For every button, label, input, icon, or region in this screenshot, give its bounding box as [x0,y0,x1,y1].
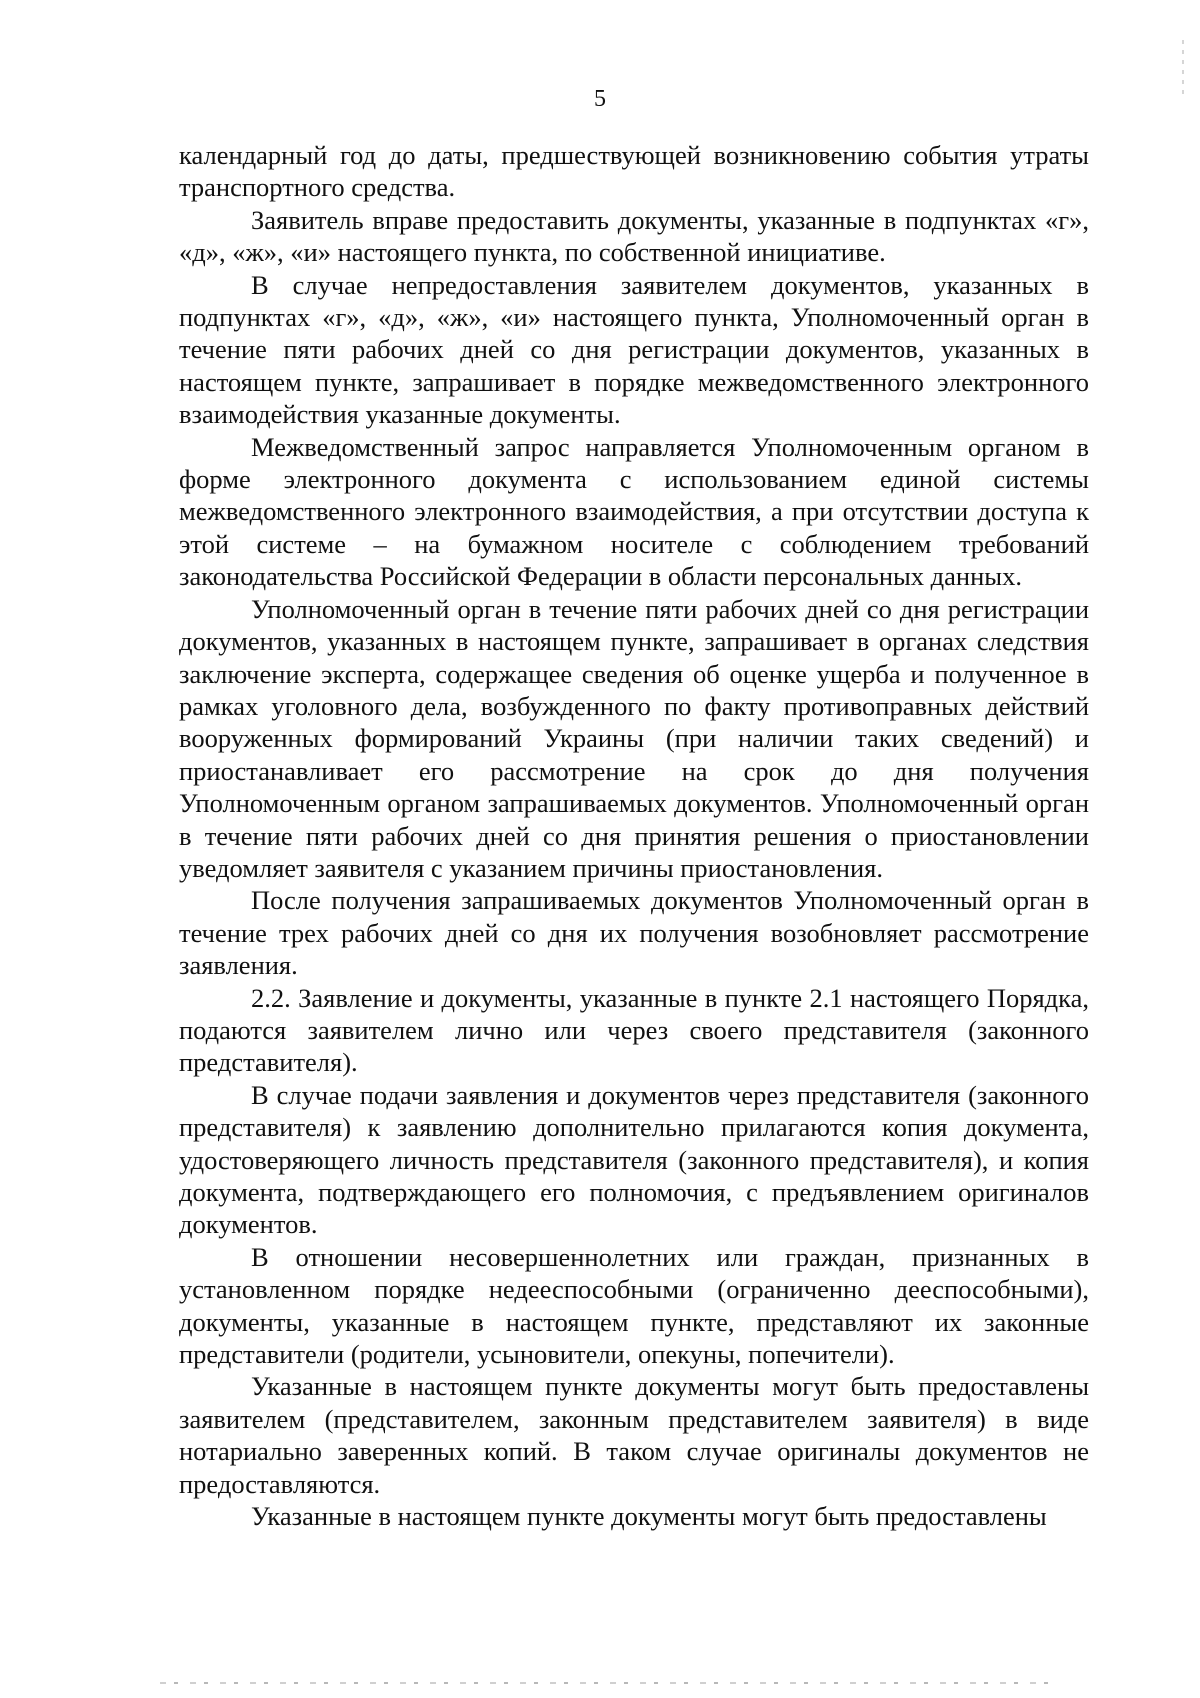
scan-bottom-edge [160,1682,1060,1684]
paragraph-minors: В отношении несовершеннолетних или граждан, признанных в установленном порядке недееспособными (ограниченно дееспособными), документы, указанные в настоящем пункте, представляют их законные представители (родители, усыновители, опекуны, попечители). [179,1241,1089,1370]
paragraph-truncated: Указанные в настоящем пункте документы могут быть предоставлены [251,1501,1047,1532]
paragraph-notarized-copies: Указанные в настоящем пункте документы могут быть предоставлены заявителем (представителем, законным представителем заявителя) в виде нотариально заверенных копий. В таком случае оригиналы документов не предоставляются. [179,1371,1089,1499]
paragraph-own-initiative: Заявитель вправе предоставить документы, указанные в подпунктах «г», «д», «ж», «и» настоящего пункта, по собственной инициативе. [179,204,1089,268]
paragraph-resumption: После получения запрашиваемых документов Уполномоченный орган в течение трех рабочих дней со дня их получения возобновляет рассмотрение заявления. [179,885,1089,981]
document-body [179,139,1089,1532]
paragraph-continuation: календарный год до даты, предшествующей возникновению события утраты транспортного средства. [179,140,1089,203]
paragraph-expert-opinion: Уполномоченный орган в течение пяти рабочих дней со дня регистрации документов, указанных в настоящем пункте, запрашивает в органах следствия заключение эксперта, содержащее сведения об оценке ущерба и полученное в рамках уголовного дела, возбужденного по факту противоправных действий вооруженных формирований Украины (при наличии таких сведений) и приостанавливает его рассмотрение на срок до дня получения Уполномоченным органом запрашиваемых документов. Уполномоченный орган в течение пяти рабочих дней со дня принятия решения о приостановлении уведомляет заявителя с указанием причины приостановления. [179,593,1089,883]
scan-right-edge [1182,40,1184,100]
paragraph-clause-2-2: 2.2. Заявление и документы, указанные в пункте 2.1 настоящего Порядка, подаются заявителем лично или через своего представителя (законного представителя). [179,982,1089,1078]
page-number: 5 [594,86,606,112]
paragraph-interagency-request: Межведомственный запрос направляется Уполномоченным органом в форме электронного документа с использованием единой системы межведомственного электронного взаимодействия, а при отсутствии доступа к этой системе – на бумажном носителе с соблюдением требований законодательства Российской Федерации в области персональных данных. [179,431,1089,592]
paragraph-non-submission: В случае непредоставления заявителем документов, указанных в подпунктах «г», «д», «ж», «и» настоящего пункта, Уполномоченный орган в течение пяти рабочих дней со дня регистрации документов, указанных в настоящем пункте, запрашивает в порядке межведомственного электронного взаимодействия указанные документы. [179,269,1089,430]
paragraph-representative: В случае подачи заявления и документов через представителя (законного представителя) к заявлению дополнительно прилагаются копия документа, удостоверяющего личность представителя (законного представителя), и копия документа, подтверждающего его полномочия, с предъявлением оригиналов документов. [179,1079,1089,1240]
